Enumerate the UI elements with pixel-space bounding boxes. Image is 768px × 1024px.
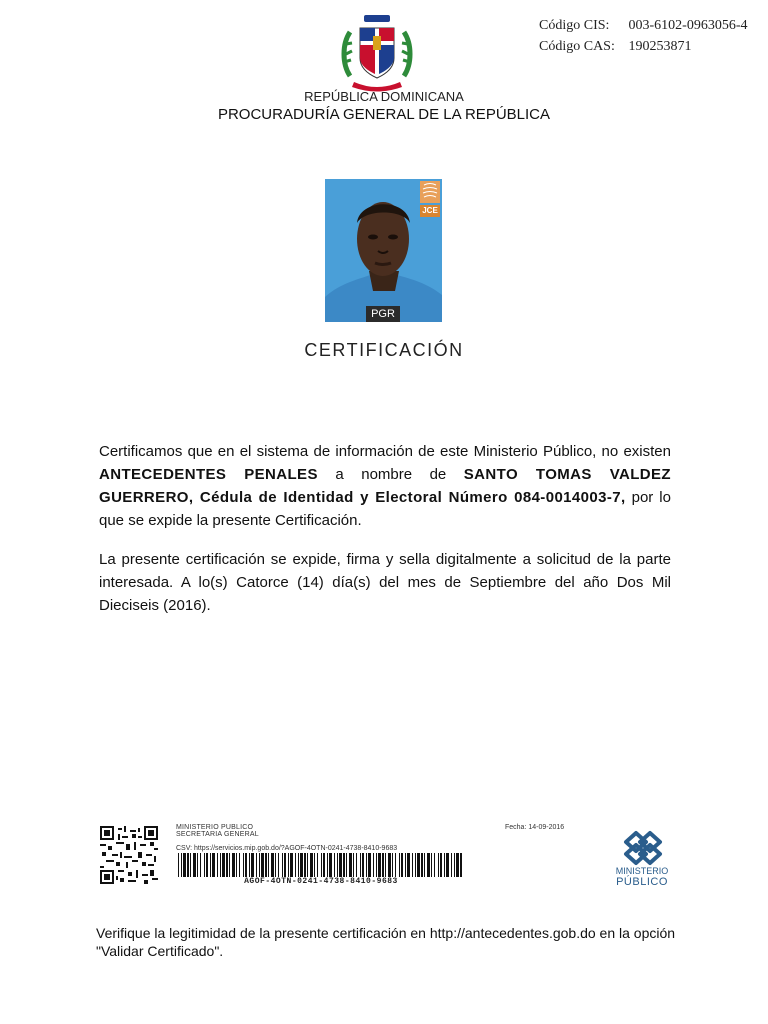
republic-name: REPÚBLICA DOMINICANA <box>304 89 464 104</box>
logo-line-ministerio: MINISTERIO <box>615 866 669 876</box>
codigo-cas-label: Código CAS: <box>539 39 615 54</box>
issuance-paragraph: La presente certificación se expide, firma y sella digitalmente a solicitud de la parte interesada. A lo(s) Catorce (14) día(s) del mes de Septiembre del año Dos Mil Dieciseis (2016). <box>99 551 671 614</box>
signature-ministry: MINISTERIO PUBLICO <box>176 824 254 831</box>
p1-connector: a nombre de <box>317 466 464 483</box>
p1-intro: Certificamos que en el sistema de información de este Ministerio Público, no existen <box>99 443 671 460</box>
signature-date: Fecha: 14-09-2016 <box>505 824 565 831</box>
p1-antecedentes: ANTECEDENTES PENALES <box>99 466 318 483</box>
signature-department: SECRETARIA GENERAL <box>176 831 259 838</box>
codigo-cis-value: 003-6102-0963056-4 <box>628 18 748 33</box>
document-title: CERTIFICACIÓN <box>304 340 464 360</box>
institution-name: PROCURADURÍA GENERAL DE LA REPÚBLICA <box>217 106 551 123</box>
verification-notice: Verifique la legitimidad de la presente certificación en http://antecedentes.gob.do en la opción "Validar Certificado". <box>96 925 676 959</box>
codigo-cis-label: Código CIS: <box>539 18 610 33</box>
codigo-cas-value: 190253871 <box>628 39 692 54</box>
document-codes <box>539 18 748 60</box>
barcode <box>176 853 466 877</box>
coat-of-arms-emblem <box>340 14 414 92</box>
codigo-cis-row <box>539 18 748 39</box>
barcode-text: AGOF-4OTN-0241-4738-8410-9683 <box>244 877 398 886</box>
certification-paragraph <box>99 440 671 532</box>
codigo-cas-row <box>539 39 748 60</box>
jce-badge: JCE <box>422 206 438 215</box>
portrait-image <box>325 179 442 322</box>
qr-code <box>100 826 158 884</box>
csv-link[interactable]: CSV: https://servicios.mip.gob.do/?AGOF-4OTN-0241-4738-8410-9683 <box>176 845 398 852</box>
ministerio-publico-logo <box>620 830 666 866</box>
p1-closing: por lo que se expide la presente Certificación. <box>99 489 671 529</box>
pgr-badge: PGR <box>366 306 400 322</box>
p1-person-id: SANTO TOMAS VALDEZ GUERRERO, Cédula de Identidad y Electoral Número 084-0014003-7, <box>99 466 671 506</box>
logo-line-publico: PÚBLICO <box>616 876 668 888</box>
person-photo <box>325 179 442 322</box>
